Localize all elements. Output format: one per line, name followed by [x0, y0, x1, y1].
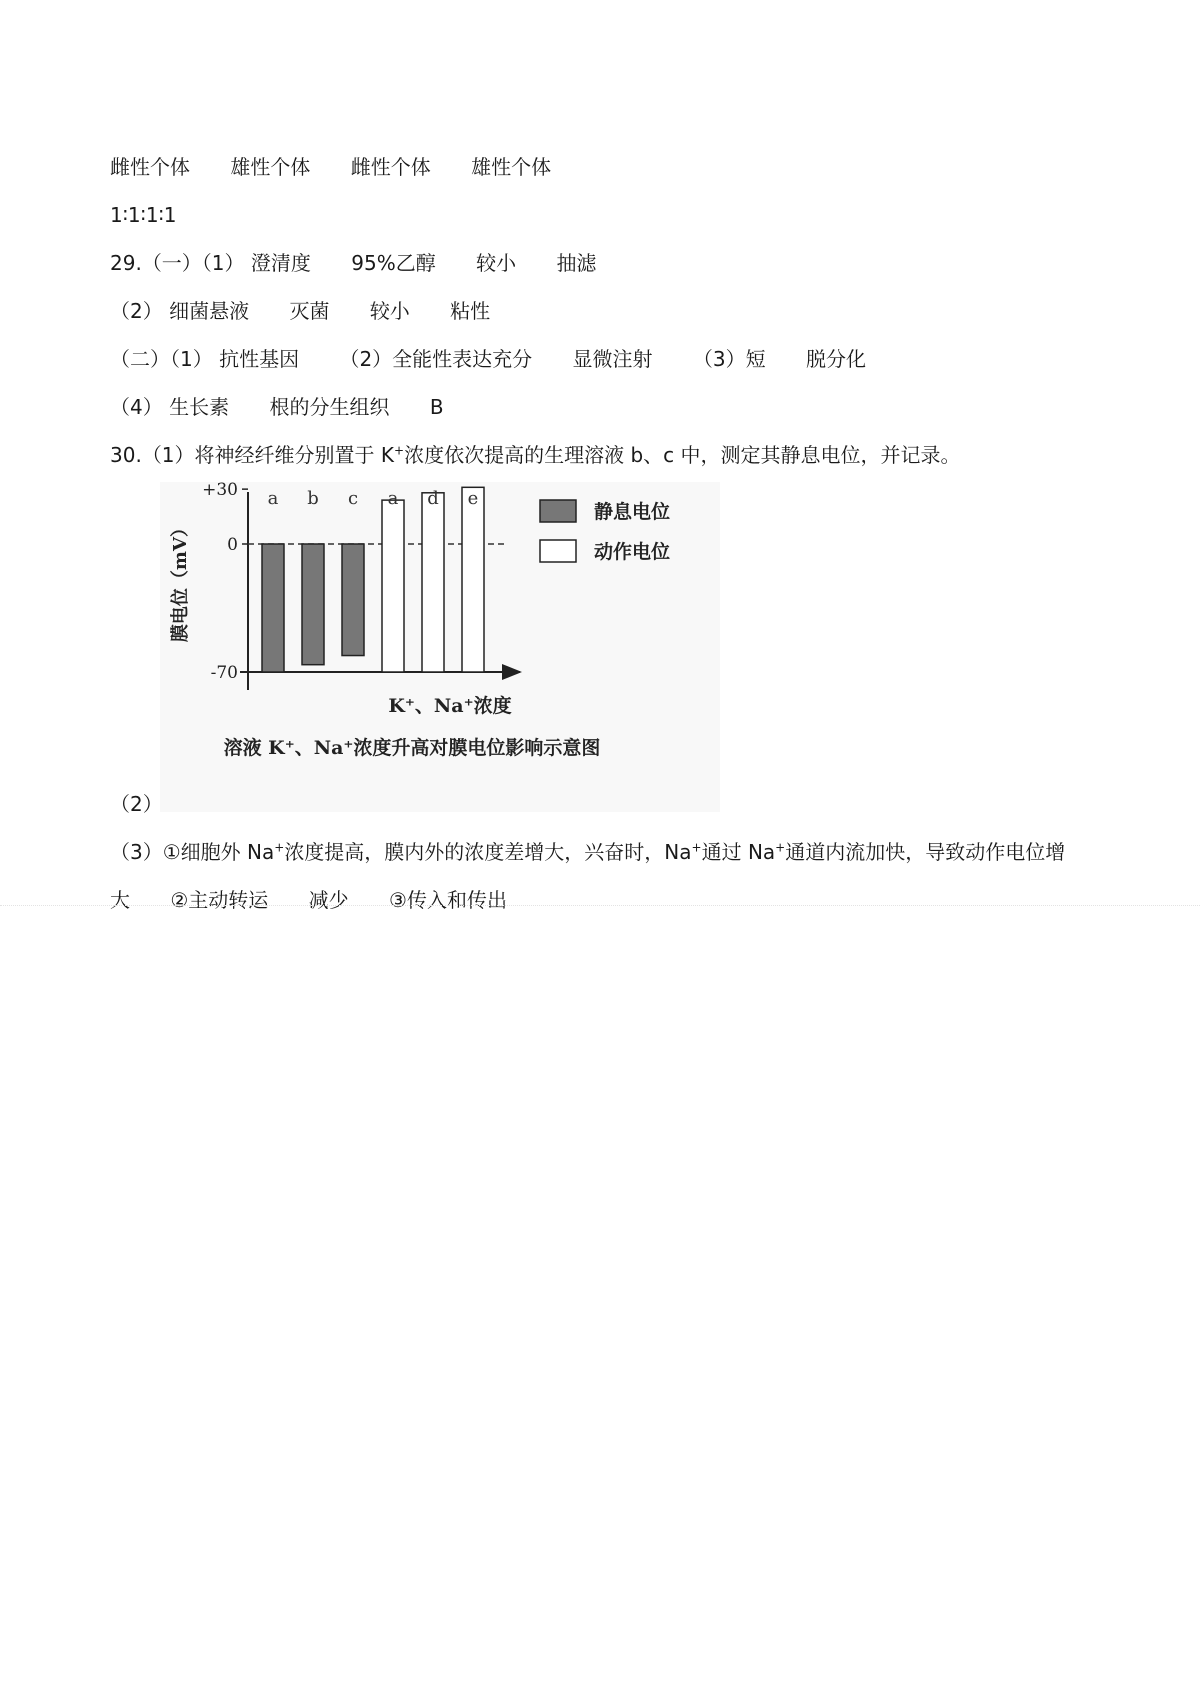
chart-legend: [540, 500, 670, 563]
answer-line-3: [110, 249, 596, 277]
answer-item: 根的分生组织: [269, 395, 390, 419]
answer-item: 雄性个体: [471, 155, 552, 179]
legend-label: 静息电位: [594, 501, 671, 523]
chart-bars: [262, 487, 484, 672]
bar: [462, 487, 484, 672]
answer-item: 灭菌: [289, 299, 330, 323]
question-part: （3）: [110, 840, 163, 864]
bar: [262, 544, 284, 672]
question-part: （4）: [110, 395, 163, 419]
answer-item: 雄性个体: [230, 155, 311, 179]
category-label: a: [387, 488, 399, 509]
answer-item: 抽滤: [556, 251, 597, 275]
legend-swatch: [540, 540, 576, 562]
answer-text: 通道内流加快，导致动作电位增: [785, 840, 1066, 864]
answer-line-1: [110, 153, 551, 181]
answer-line-10: [110, 886, 507, 914]
answer-item: 95%乙醇: [351, 251, 436, 275]
answer-line-6: [110, 393, 444, 421]
question-part: （2）: [110, 299, 163, 323]
answer-item: 较小: [476, 251, 517, 275]
answer-line-5: [110, 345, 866, 373]
category-label: a: [267, 488, 279, 509]
x-axis-label: K⁺、Na⁺浓度: [388, 695, 512, 717]
category-label: b: [307, 488, 319, 509]
category-label: d: [427, 488, 439, 509]
superscript: +: [274, 840, 285, 855]
answer-line-8-prefix: （2）: [110, 792, 163, 816]
question-number: 30.: [110, 443, 142, 467]
answer-item: 减少: [308, 888, 349, 912]
bar: [382, 500, 404, 672]
answer-text: 浓度依次提高的生理溶液 b、c 中，测定其静息电位，并记录。: [404, 443, 961, 467]
answer-item: B: [429, 395, 444, 419]
answer-item: ②主动转运: [170, 888, 269, 912]
answer-line-4: [110, 297, 490, 325]
question-part: （一）（1）: [141, 251, 245, 275]
question-part: （二）（1）: [110, 347, 213, 371]
answer-item: 雌性个体: [350, 155, 431, 179]
bar: [302, 544, 324, 665]
legend-swatch: [540, 500, 576, 522]
answer-line-9: [110, 838, 1065, 866]
superscript: +: [394, 443, 405, 458]
y-tick-label: 0: [227, 535, 238, 555]
question-number: 29.: [110, 251, 142, 275]
bar: [342, 544, 364, 656]
question-part: （1）: [141, 443, 195, 467]
legend-label: 动作电位: [594, 541, 671, 563]
answer-item: 细菌悬液: [169, 299, 250, 323]
answer-item: （2）全能性表达充分: [339, 347, 533, 371]
category-label: e: [467, 488, 479, 509]
answer-item: 大: [110, 888, 130, 912]
superscript: +: [691, 840, 702, 855]
ratio-text: 1∶1∶1∶1: [110, 203, 177, 227]
answer-item: ③传入和传出: [389, 888, 507, 912]
answer-text: ①细胞外 Na: [162, 840, 275, 864]
answer-text: 将神经纤维分别置于 K: [194, 443, 395, 467]
superscript: +: [775, 840, 786, 855]
answer-item: （3）短: [692, 347, 766, 371]
y-tick-label: +30: [202, 482, 238, 501]
membrane-potential-chart: [160, 482, 720, 812]
answer-item: 生长素: [169, 395, 230, 419]
answer-line-2: [110, 201, 177, 229]
y-tick-label: -70: [210, 663, 238, 683]
answer-item: 较小: [369, 299, 410, 323]
bar: [422, 493, 444, 672]
page-divider: [0, 905, 1200, 906]
answer-item: 雌性个体: [110, 155, 190, 179]
answer-text: 通过 Na: [701, 840, 776, 864]
answer-item: 粘性: [450, 299, 491, 323]
answer-item: 澄清度: [250, 251, 311, 275]
answer-text: 浓度提高，膜内外的浓度差增大，兴奋时，Na: [284, 840, 692, 864]
answer-item: 显微注射: [572, 347, 653, 371]
category-label: c: [347, 488, 359, 509]
answer-line-7: [110, 441, 961, 469]
answer-item: 抗性基因: [219, 347, 300, 371]
answer-item: 脱分化: [806, 347, 866, 371]
chart-title: 溶液 K⁺、Na⁺浓度升高对膜电位影响示意图: [223, 737, 601, 759]
y-axis-label: 膜电位（mV）: [170, 519, 191, 643]
